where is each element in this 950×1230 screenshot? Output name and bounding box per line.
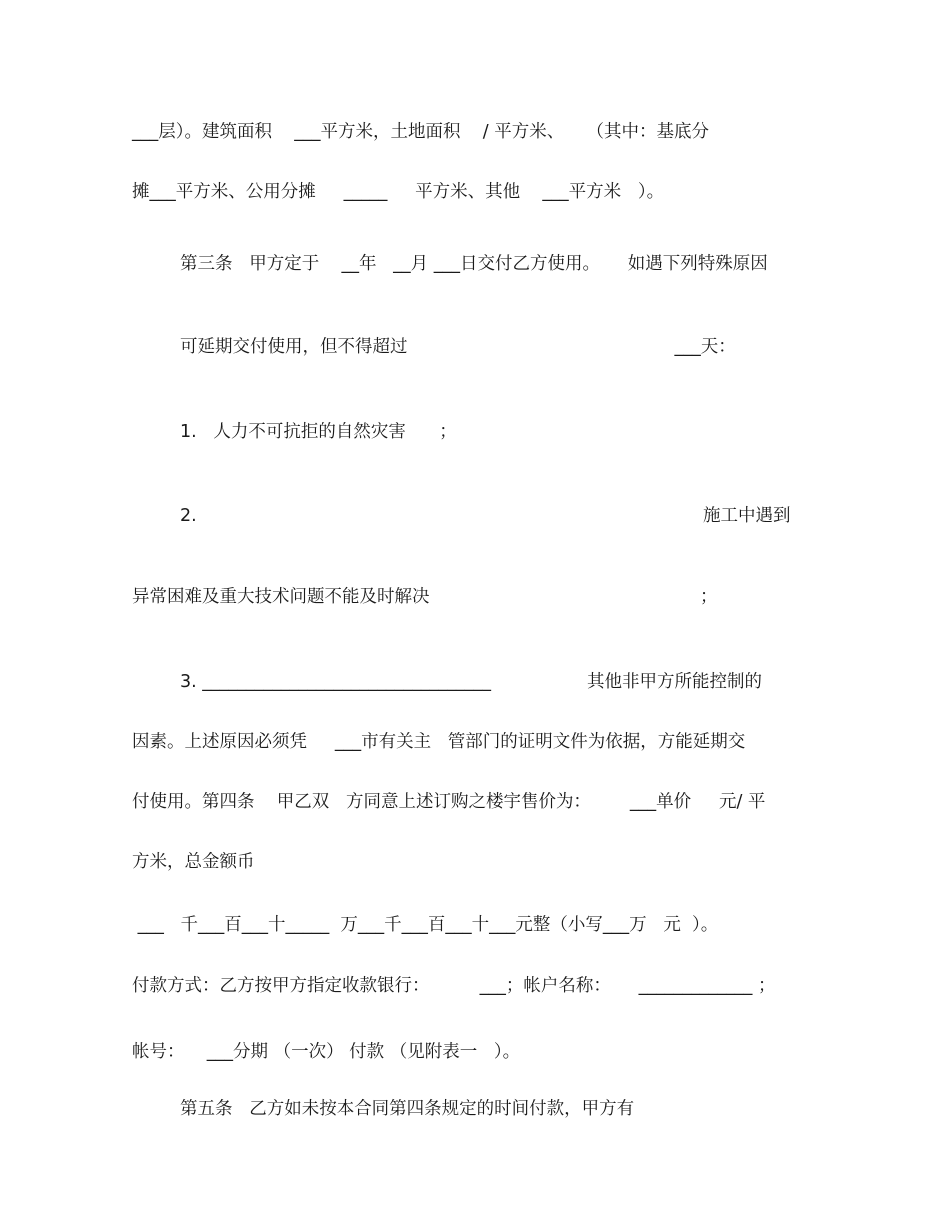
text-line-11: 方米，总金额币 xyxy=(132,852,255,872)
text-line-13: 付款方式：乙方按甲方指定收款银行： ___；帐户名称： _____________ ； xyxy=(132,976,776,996)
text-line-10: 付使用。第四条 甲乙双 方同意上述订购之楼宇售价为： ___单价 元/ 平 xyxy=(132,792,766,812)
text-line-4: 可延期交付使用，但不得超过 ___天： xyxy=(180,337,736,357)
text-line-7-right: ； xyxy=(700,587,718,607)
text-line-1: ___层）。建筑面积 ___平方米，土地面积 / 平方米、 （其中：基底分 xyxy=(132,122,709,142)
text-line-14: 帐号： ___分期 （一次） 付款 （见附表一 ）。 xyxy=(132,1042,521,1062)
text-line-8: 3. _________________________________ xyxy=(180,672,492,692)
text-line-3: 第三条 甲方定于 __年 __月 ___日交付乙方使用。 如遇下列特殊原因 xyxy=(180,254,768,274)
text-line-6: 2. xyxy=(180,506,197,526)
text-line-8-right: 其他非甲方所能控制的 xyxy=(587,672,762,692)
text-line-15: 第五条 乙方如未按本合同第四条规定的时间付款，甲方有 xyxy=(180,1099,635,1119)
text-line-2: 摊___平方米、公用分摊 _____ 平方米、其他 ___平方米 ）。 xyxy=(132,182,665,202)
text-line-6-right: 施工中遇到 xyxy=(703,506,791,526)
text-line-5: 1. 人力不可抗拒的自然灾害 ； xyxy=(180,422,457,442)
text-line-9: 因素。上述原因必须凭 ___市有关主 管部门的证明文件为依据，方能延期交 xyxy=(132,732,746,752)
text-line-12: ___ 千___百___十_____ 万___千___百___十___元整（小写___万 元 ）。 xyxy=(132,915,719,935)
text-line-7: 异常困难及重大技术问题不能及时解决 xyxy=(132,587,430,607)
